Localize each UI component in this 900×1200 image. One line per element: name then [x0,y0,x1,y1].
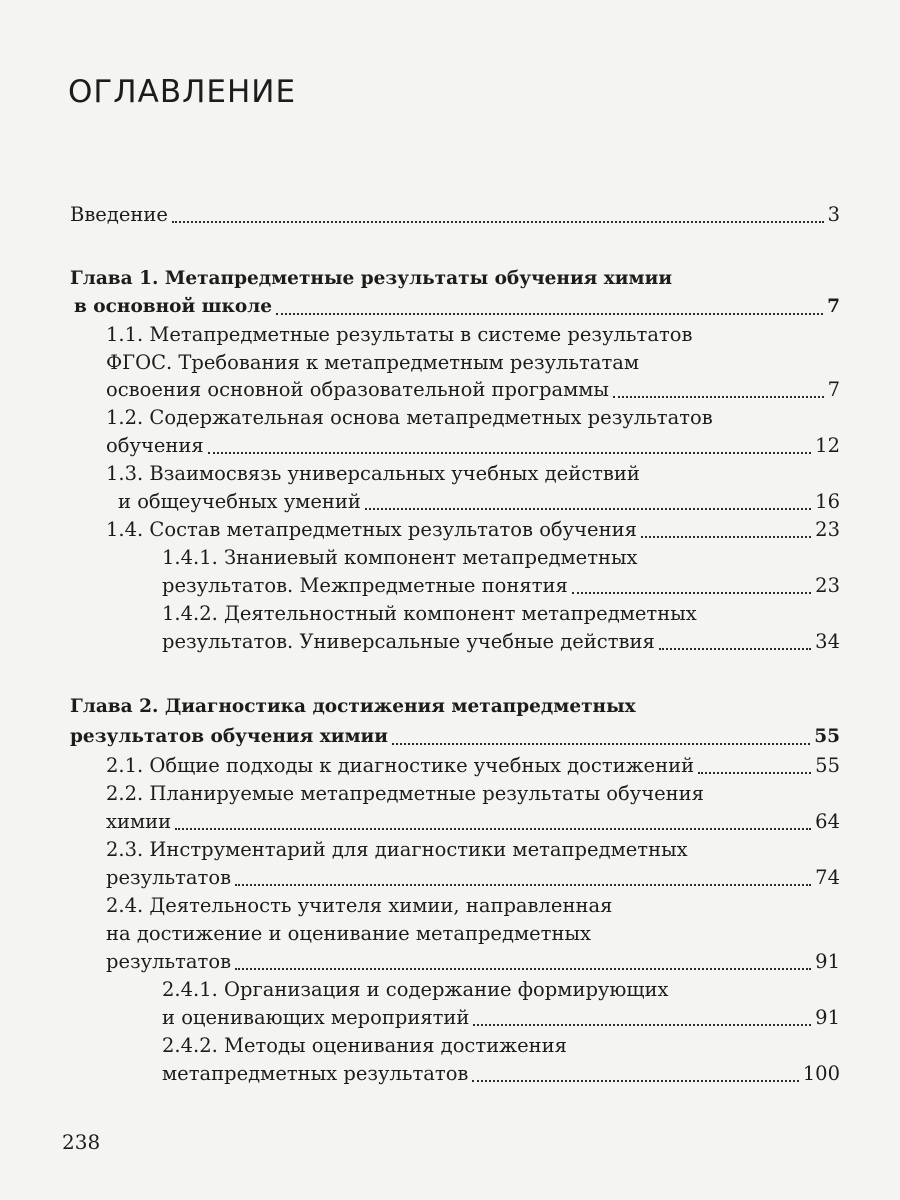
toc-entry-section-1-4: 1.4. Состав метапредметных результатов обучения 23 [106,518,840,541]
page-ref: 23 [815,518,840,541]
section-1-4-1-line-1: 1.4.1. Знаниевый компонент метапредметных [162,546,638,569]
section-1-2-line-1: 1.2. Содержательная основа метапредметных результатов [106,406,713,429]
toc-entry-chapter-2: результатов обучения химии 55 [70,726,840,747]
section-2-4-1-line-1: 2.4.1. Организация и содержание формирующих [162,978,669,1001]
toc-entry-section-1-4-1: результатов. Межпредметные понятия 23 [162,574,840,597]
toc-entry-section-2-4-2: метапредметных результатов 100 [162,1062,840,1085]
dot-leader [175,813,811,830]
dot-leader [641,521,811,538]
dot-leader [365,493,811,510]
section-1-1-line-2: ФГОС. Требования к метапредметным результатам [106,351,640,374]
page-ref: 64 [815,810,840,833]
page-title: ОГЛАВЛЕНИЕ [68,74,297,110]
section-1-4-2-line-1: 1.4.2. Деятельностный компонент метапредметных [162,602,697,625]
toc-entry-section-1-1: освоения основной образовательной программы 7 [106,378,840,401]
toc-entry-section-2-4: результатов 91 [106,950,840,973]
toc-entry-section-2-4-1: и оценивающих мероприятий 91 [162,1006,840,1029]
dot-leader [276,299,823,315]
toc-entry-section-2-1: 2.1. Общие подходы к диагностике учебных достижений 55 [106,754,840,777]
page-ref: 100 [802,1062,840,1085]
dot-leader [572,577,811,594]
toc-entry-section-2-3: результатов 74 [106,866,840,889]
page-ref: 34 [815,630,840,653]
section-1-3-line-1: 1.3. Взаимосвязь универсальных учебных действий [106,462,640,485]
dot-leader [392,729,810,745]
dot-leader [659,633,811,650]
section-2-4-line-1: 2.4. Деятельность учителя химии, направленная [106,894,613,917]
page-ref: 12 [815,434,840,457]
page-number: 238 [62,1130,101,1154]
page-ref: 3 [827,203,840,226]
toc-entry-chapter-1: в основной школе 7 [74,296,840,317]
dot-leader [473,1009,811,1026]
dot-leader [613,381,824,398]
page-ref: 55 [814,726,840,747]
dot-leader [235,869,811,886]
dot-leader [472,1065,798,1082]
chapter-2-title: Глава 2. Диагностика достижения метапредметных [70,696,636,717]
chapter-1-title: Глава 1. Метапредметные результаты обучения химии [70,268,673,289]
page-ref: 7 [827,378,840,401]
section-2-2-line-1: 2.2. Планируемые метапредметные результаты обучения [106,782,704,805]
page-ref: 23 [815,574,840,597]
toc-entry-section-1-2: обучения 12 [106,434,840,457]
section-2-3-line-1: 2.3. Инструментарий для диагностики метапредметных [106,838,688,861]
page-ref: 16 [815,490,840,513]
page-ref: 91 [815,950,840,973]
page-ref: 55 [815,754,840,777]
dot-leader [698,757,811,774]
toc-entry-section-1-4-2: результатов. Универсальные учебные действия 34 [162,630,840,653]
toc-entry-section-2-2: химии 64 [106,810,840,833]
page-ref: 91 [815,1006,840,1029]
section-2-4-line-2: на достижение и оценивание метапредметных [106,922,591,945]
toc-entry-section-1-3: и общеучебных умений 16 [118,490,840,513]
dot-leader [172,206,824,223]
dot-leader [235,953,811,970]
section-1-1-line-1: 1.1. Метапредметные результаты в системе результатов [106,323,693,346]
section-2-4-2-line-1: 2.4.2. Методы оценивания достижения [162,1034,567,1057]
toc-entry-introduction: Введение 3 [70,203,840,226]
dot-leader [208,437,811,454]
page-ref: 74 [815,866,840,889]
page-ref: 7 [827,296,840,317]
